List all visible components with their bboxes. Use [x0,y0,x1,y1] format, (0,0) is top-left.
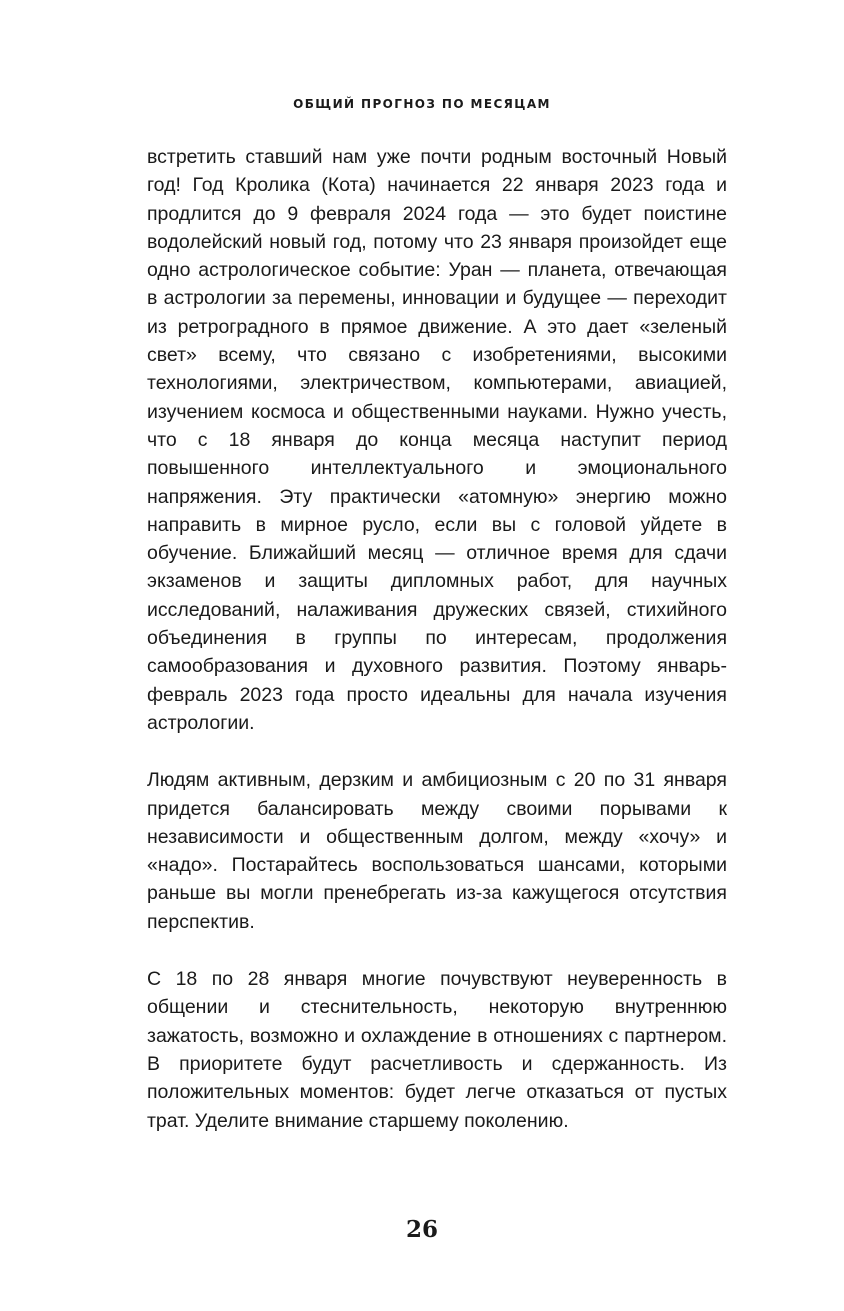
page-number: 26 [405,1216,438,1243]
paragraph-1: встретить ставший нам уже почти родным восточный Новый год! Год Кролика (Кота) начинается 22 января 2023 года и продлится до 9 февраля 2024 года — это будет поистине водолейский новый год, потому что 23 января произойдет еще одно астрологическое событие: Уран — планета, отвечающая в астрологии за перемены, инновации и будущее — переходит из ретроградного в прямое движение. А это дает «зеленый свет» всему, что связано с изобретениями, высокими технологиями, электричеством, компьютерами, авиацией, изучением космоса и общественными науками. Нужно учесть, что с 18 января до конца месяца наступит период повышенного интеллектуального и эмоционального напряжения. Эту практически «атомную» энергию можно направить в мирное русло, если вы с головой уйдете в обучение. Ближайший месяц — отличное время для сдачи экзаменов и защиты дипломных работ, для научных исследований, налаживания дружеских связей, стихийного объединения в группы по интересам, продолжения самообразования и духовного развития. Поэтому январь-февраль 2023 года просто идеальны для начала изучения астрологии. [147,146,727,734]
running-head: ОБЩИЙ ПРОГНОЗ ПО МЕСЯЦАМ [293,97,551,111]
paragraph-2: Людям активным, дерзким и амбициозным с 20 по 31 января придется балансировать между своими порывами к независимости и общественным долгом, между «хочу» и «надо». Постарайтесь воспользоваться шансами, которыми раньше вы могли пренебрегать из-за кажущегося отсутствия перспектив. [147,769,727,933]
body-text [147,143,727,1164]
paragraph-3: С 18 по 28 января многие почувствуют неуверенность в общении и стеснительность, некоторую внутреннюю зажатость, возможно и охлаждение в отношениях с партнером. В приоритете будут расчетливость и сдержанность. Из положительных моментов: будет легче отказаться от пустых трат. Уделите внимание старшему поколению. [147,968,727,1132]
